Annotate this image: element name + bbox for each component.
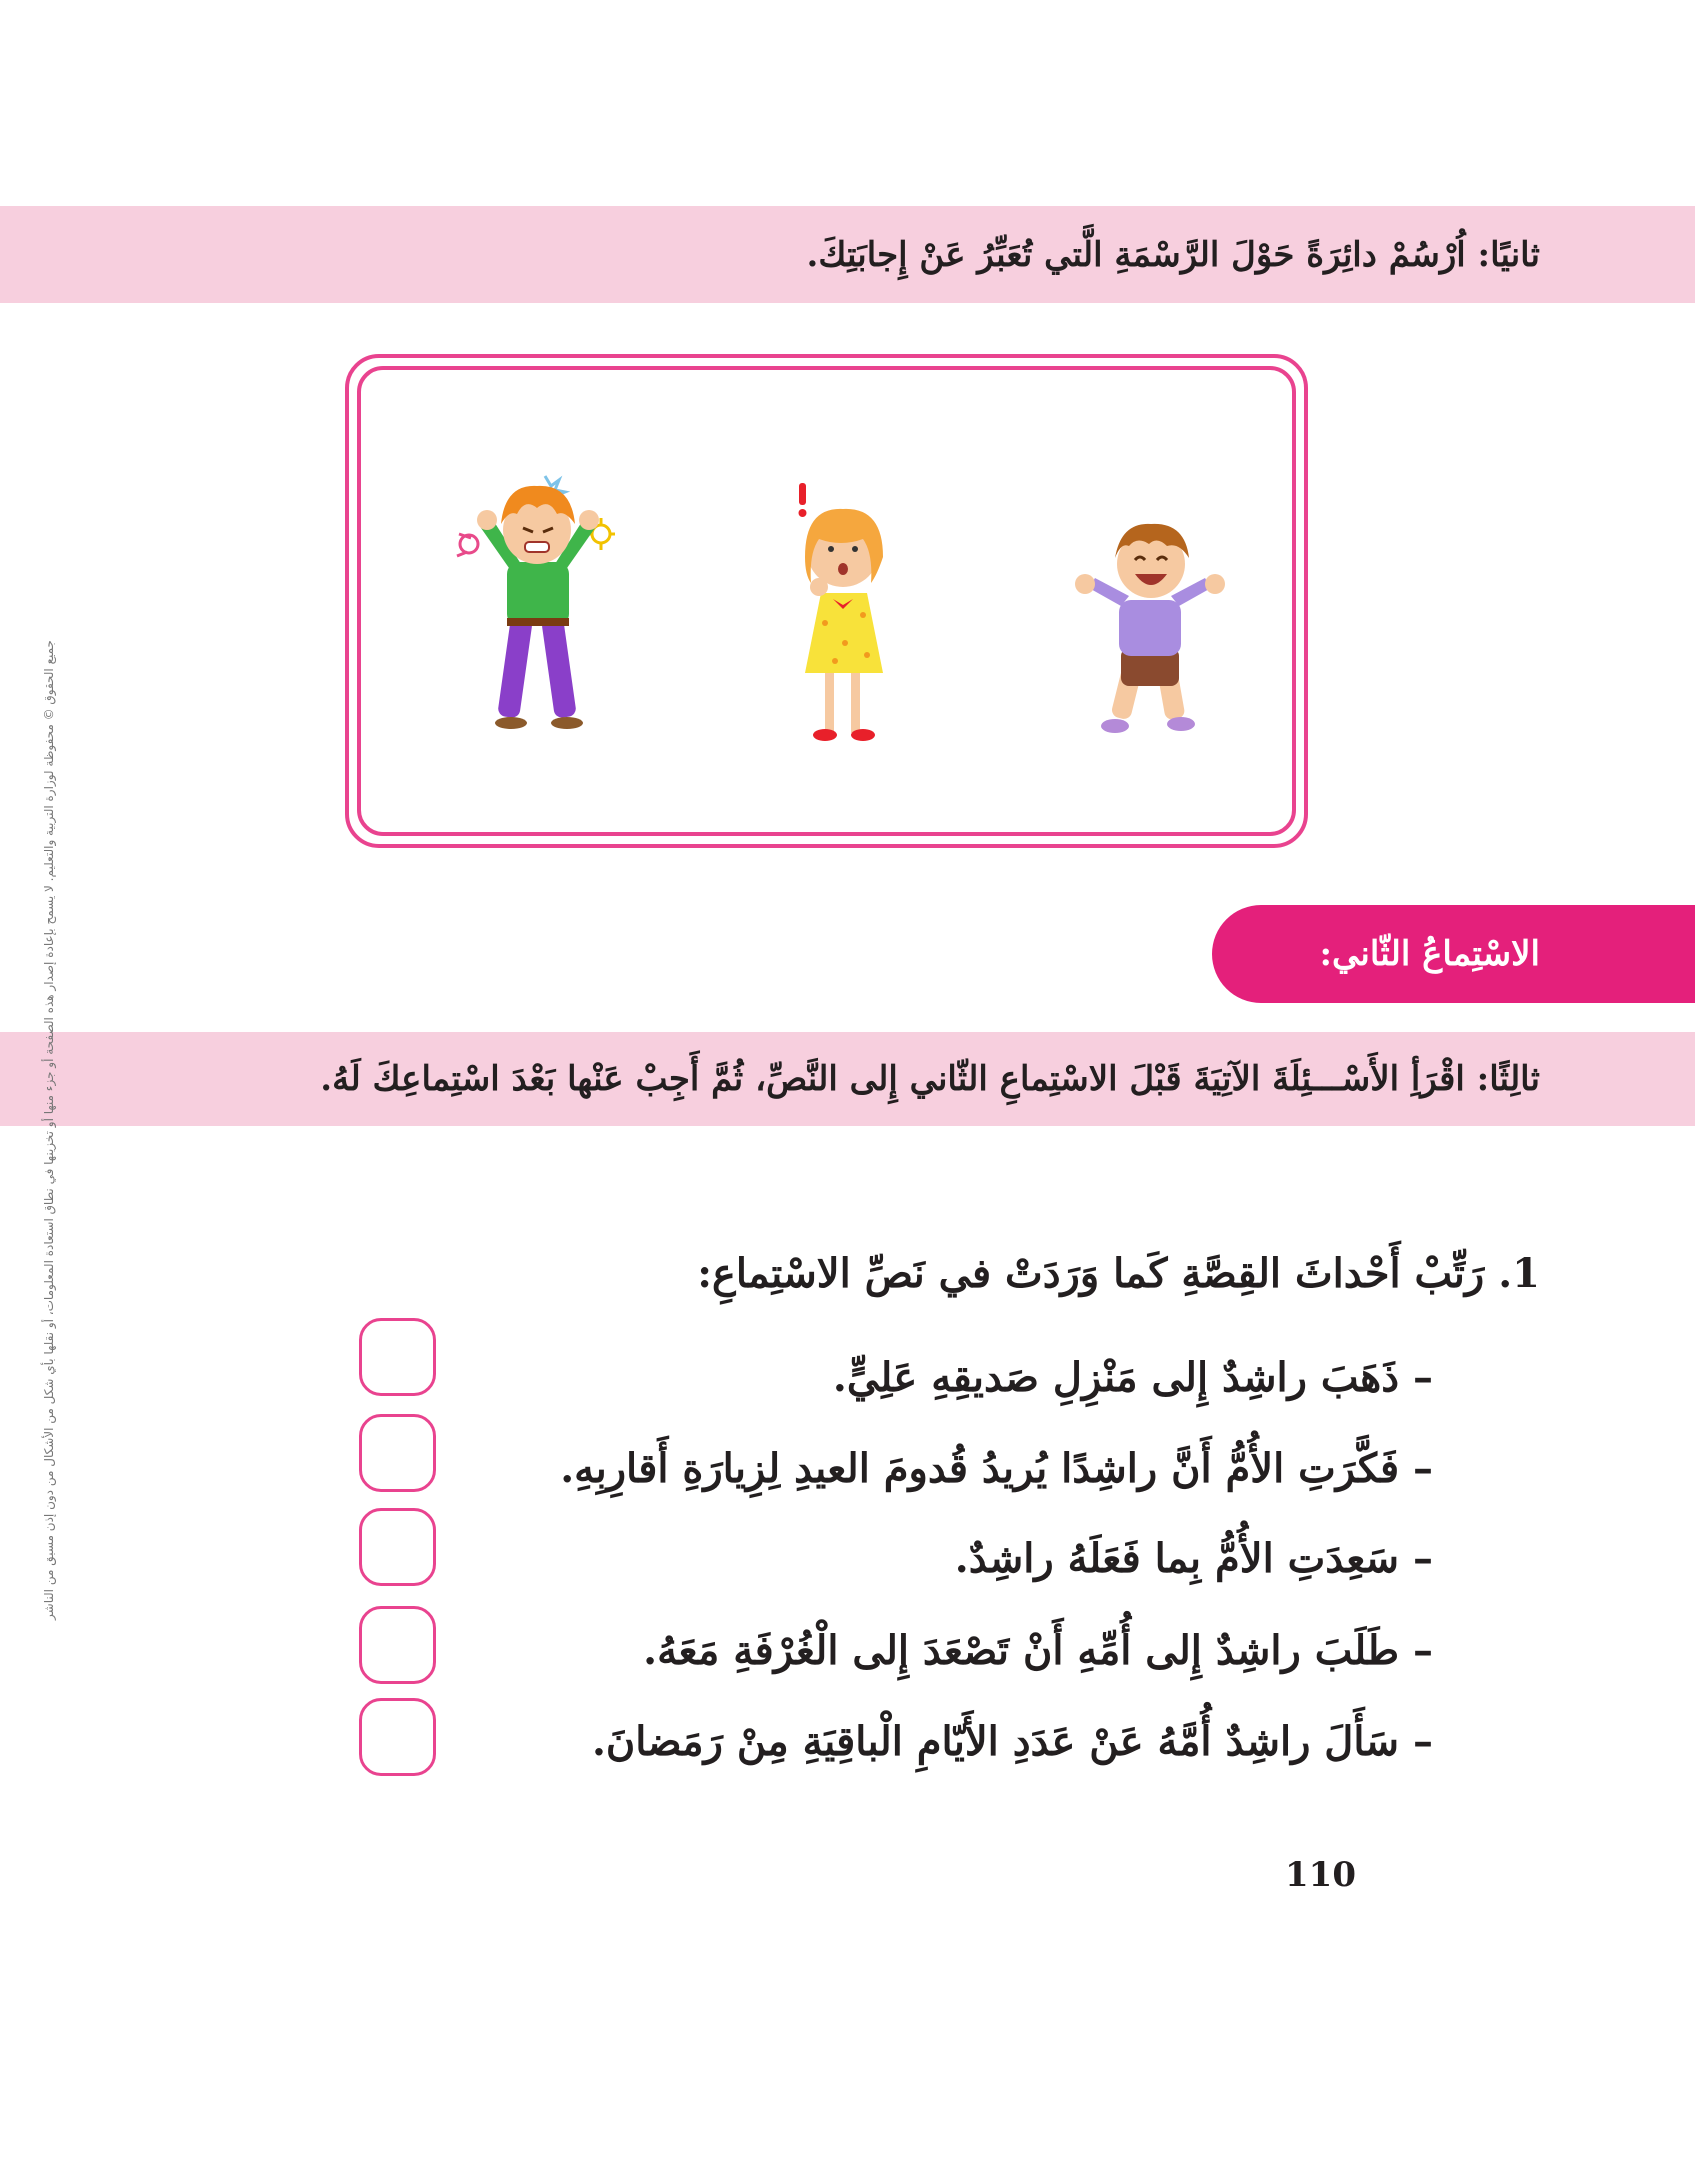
listening-label: الاسْتِماعُ الثّاني: bbox=[1319, 934, 1540, 974]
order-answer-box-2[interactable] bbox=[359, 1414, 436, 1492]
page-number: 110 bbox=[1285, 1855, 1356, 1895]
order-answer-box-3[interactable] bbox=[359, 1508, 436, 1586]
listening-label-pill bbox=[1212, 905, 1695, 1003]
event-item-3: – سَعِدَتِ الأُمُّ بِما فَعَلَهُ راشِدٌ. bbox=[954, 1535, 1433, 1582]
instruction-second: ثانيًا: اُرْسُمْ دائِرَةً حَوْلَ الرَّسْمَةِ الَّتي تُعَبِّرُ عَنْ إِجابَتِكَ. bbox=[806, 234, 1540, 275]
event-item-4: – طَلَبَ راشِدٌ إِلى أُمِّهِ أَنْ تَصْعَدَ إِلى الْغُرْفَةِ مَعَهُ. bbox=[643, 1627, 1433, 1674]
instruction-band-third bbox=[0, 1032, 1695, 1126]
happy-boy-icon[interactable] bbox=[1069, 508, 1229, 748]
order-answer-box-5[interactable] bbox=[359, 1698, 436, 1776]
event-item-2: – فَكَّرَتِ الأُمُّ أَنَّ راشِدًا يُريدُ قُدومَ العيدِ لِزِيارَةِ أَقارِبِهِ. bbox=[560, 1445, 1433, 1492]
question-text: رَتِّبْ أَحْداثَ القِصَّةِ كَما وَرَدَتْ في نَصِّ الاسْتِماعِ: bbox=[697, 1250, 1485, 1297]
copyright-note: جميع الحقوق © محفوظة لوزارة التربية والتعليم. لا يسمح بإعادة إصدار هذه الصفحة أو جزء منها أو تخزينها في نطاق استعادة المعلومات، أو نقلها بأي شكل من الأشكال من دون إذن مسبق من الناشر bbox=[42, 640, 56, 1620]
question-number: 1. bbox=[1498, 1250, 1540, 1297]
angry-boy-icon[interactable] bbox=[449, 468, 629, 738]
instruction-third: ثالِثًا: اقْرَأِ الأَسْـــئِلَةَ الآتِيَةَ قَبْلَ الاسْتِماعِ الثّاني إِلى النَّصِّ، ثُمَّ أَجِبْ عَنْها بَعْدَ اسْتِماعِكَ لَهُ. bbox=[320, 1059, 1540, 1099]
question-1-title bbox=[697, 1250, 1540, 1297]
event-item-1: – ذَهَبَ راشِدٌ إِلى مَنْزِلِ صَديقِهِ عَلِيٍّ. bbox=[832, 1354, 1433, 1401]
pictures-frame bbox=[345, 354, 1308, 848]
instruction-band-second bbox=[0, 206, 1695, 303]
surprised-girl-icon[interactable] bbox=[779, 483, 909, 753]
event-item-5: – سَأَلَ راشِدٌ أُمَّهُ عَنْ عَدَدِ الأَيّامِ الْباقِيَةِ مِنْ رَمَضانَ. bbox=[591, 1718, 1433, 1765]
order-answer-box-4[interactable] bbox=[359, 1606, 436, 1684]
order-answer-box-1[interactable] bbox=[359, 1318, 436, 1396]
